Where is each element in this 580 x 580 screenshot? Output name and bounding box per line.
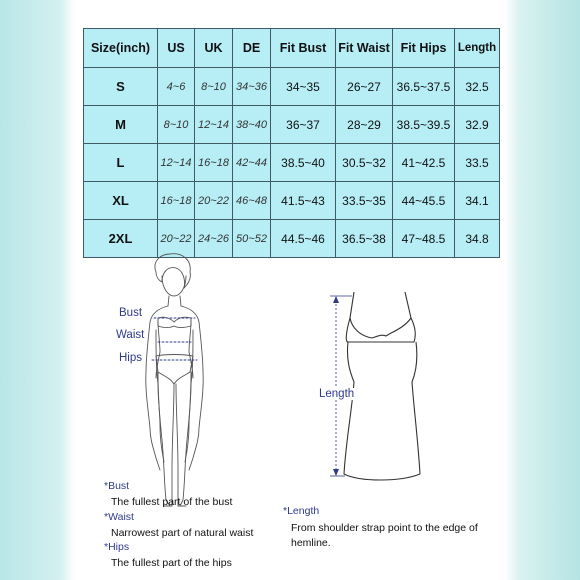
cell-fit-bust: 34~35 — [271, 68, 336, 106]
cell-fit-bust: 41.5~43 — [271, 182, 336, 220]
header-fit-waist: Fit Waist — [336, 29, 393, 68]
header-uk: UK — [195, 29, 233, 68]
cell-us: 12~14 — [158, 144, 195, 182]
header-fit-bust: Fit Bust — [271, 29, 336, 68]
header-us: US — [158, 29, 195, 68]
hips-label: Hips — [119, 352, 143, 364]
cell-de: 34~36 — [233, 68, 271, 106]
cell-fit-waist: 30.5~32 — [336, 144, 393, 182]
header-size: Size(inch) — [84, 29, 158, 68]
body-figure — [146, 254, 203, 506]
header-length: Length — [455, 29, 500, 68]
cell-uk: 8~10 — [195, 68, 233, 106]
cell-size: L — [84, 144, 158, 182]
length-definition-text-2: hemline. — [291, 537, 331, 549]
cell-de: 38~40 — [233, 106, 271, 144]
length-definition-text-1: From shoulder strap point to the edge of — [291, 522, 478, 534]
cell-uk: 12~14 — [195, 106, 233, 144]
cell-size: M — [84, 106, 158, 144]
cell-fit-waist: 36.5~38 — [336, 220, 393, 258]
header-fit-hips: Fit Hips — [393, 29, 455, 68]
dress-length-label: Length — [319, 388, 355, 400]
waist-definition-title: *Waist — [104, 511, 134, 523]
hips-definition-text: The fullest part of the hips — [111, 557, 232, 569]
cell-fit-bust: 38.5~40 — [271, 144, 336, 182]
hips-definition-title: *Hips — [104, 541, 130, 553]
cell-length: 34.8 — [455, 220, 500, 258]
waist-label: Waist — [116, 329, 145, 341]
cell-us: 8~10 — [158, 106, 195, 144]
cell-uk: 16~18 — [195, 144, 233, 182]
cell-fit-bust: 44.5~46 — [271, 220, 336, 258]
cell-uk: 24~26 — [195, 220, 233, 258]
cell-length: 32.9 — [455, 106, 500, 144]
cell-fit-waist: 26~27 — [336, 68, 393, 106]
cell-de: 46~48 — [233, 182, 271, 220]
cell-us: 20~22 — [158, 220, 195, 258]
cell-fit-hips: 38.5~39.5 — [393, 106, 455, 144]
cell-fit-hips: 47~48.5 — [393, 220, 455, 258]
cell-uk: 20~22 — [195, 182, 233, 220]
cell-fit-hips: 44~45.5 — [393, 182, 455, 220]
bust-label: Bust — [119, 307, 143, 319]
cell-us: 16~18 — [158, 182, 195, 220]
cell-size: S — [84, 68, 158, 106]
dress-figure — [344, 292, 420, 480]
cell-size: XL — [84, 182, 158, 220]
bust-definition-title: *Bust — [104, 480, 130, 492]
cell-de: 50~52 — [233, 220, 271, 258]
cell-fit-bust: 36~37 — [271, 106, 336, 144]
cell-length: 33.5 — [455, 144, 500, 182]
cell-us: 4~6 — [158, 68, 195, 106]
cell-size: 2XL — [84, 220, 158, 258]
bust-definition-text: The fullest part of the bust — [111, 496, 233, 508]
cell-length: 34.1 — [455, 182, 500, 220]
cell-fit-hips: 41~42.5 — [393, 144, 455, 182]
cell-de: 42~44 — [233, 144, 271, 182]
header-de: DE — [233, 29, 271, 68]
length-definition-title: *Length — [283, 505, 320, 517]
cell-fit-waist: 28~29 — [336, 106, 393, 144]
cell-fit-waist: 33.5~35 — [336, 182, 393, 220]
waist-definition-text: Narrowest part of natural waist — [111, 527, 254, 539]
cell-fit-hips: 36.5~37.5 — [393, 68, 455, 106]
cell-length: 32.5 — [455, 68, 500, 106]
